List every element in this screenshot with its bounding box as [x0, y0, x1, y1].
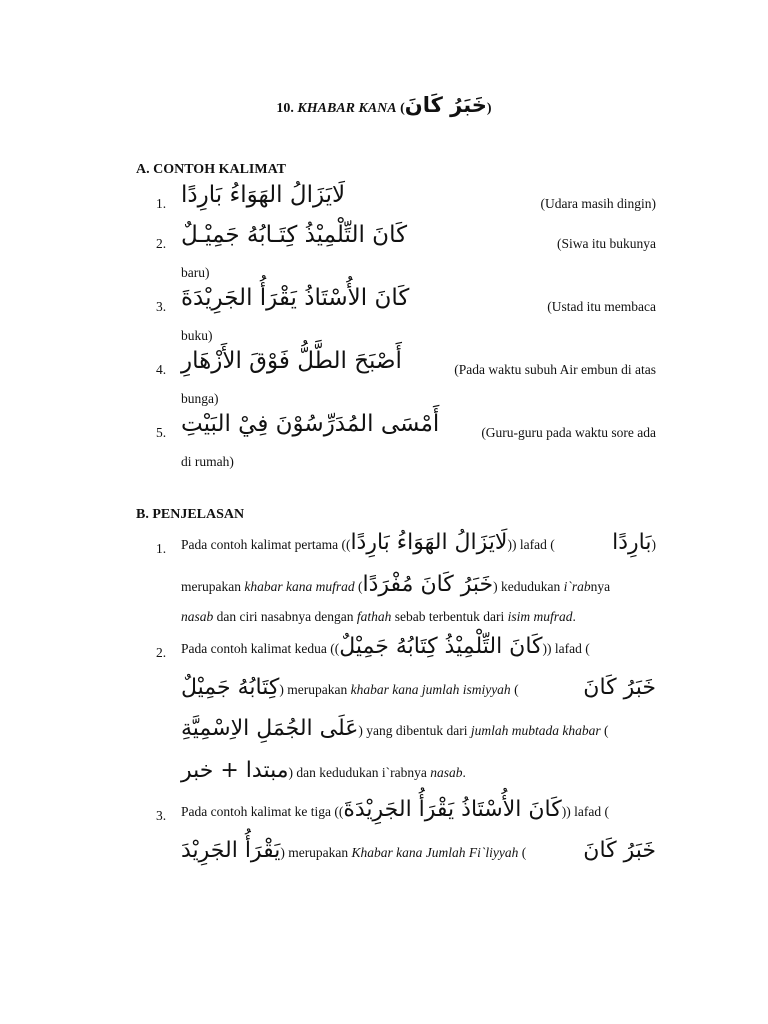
title-paren-close: ) — [486, 101, 492, 116]
title-number: 10. — [276, 101, 294, 116]
example-translation-cont: bunga) — [181, 391, 219, 406]
example-number: 2. — [156, 236, 167, 251]
example-translation: (Ustad itu membaca — [547, 299, 656, 314]
example-number: 5. — [156, 425, 167, 440]
explanation-3-line-2: يَقْرَأُ الجَرِيْدَ) merupakan Khabar kana Jumlah Fi`liyyah ( خَبَرُ كَانَ — [181, 838, 656, 863]
explanation-number-1: 1. — [156, 541, 167, 556]
explanation-2-line-4: مبتدا + خبر) dan kedudukan i`rabnya nasab. — [181, 758, 466, 783]
explanation-2-line-3: عَلَى الجُمَلِ الاِسْمِيَّةِ) yang dibentuk dari jumlah mubtada khabar ( — [181, 716, 609, 741]
example-translation: (Guru-guru pada waktu sore ada — [481, 425, 656, 440]
example-arabic: كَانَ التِّلْمِيْذُ كِتَـابُهُ جَمِيْـلٌ — [181, 222, 408, 248]
title-latin: KHABAR KANA — [297, 101, 397, 116]
example-translation: (Siwa itu bukunya — [557, 236, 656, 251]
example-translation-cont: buku) — [181, 328, 213, 343]
explanation-1-line-2: merupakan khabar kana mufrad (خَبَرُ كَانَ مُفْرَدًا) kedudukan i`rabnya — [181, 572, 611, 597]
explanation-number-2: 2. — [156, 645, 167, 660]
explanation-2-line-1: Pada contoh kalimat kedua ((كَانَ التِّلْمِيْذُ كِتَابُهُ جَمِيْلٌ)) lafad ( — [181, 634, 590, 659]
explanation-3-line-1: Pada contoh kalimat ke tiga ((كَانَ الأُسْتَاذُ يَقْرَأُ الجَرِيْدَةَ)) lafad ( — [181, 797, 609, 822]
example-arabic: أَمْسَى المُدَرِّسُوْنَ فِيْ البَيْتِ — [181, 411, 440, 437]
example-number: 1. — [156, 196, 167, 211]
explanation-number-3: 3. — [156, 808, 167, 823]
example-number: 4. — [156, 362, 167, 377]
section-a-heading: A. CONTOH KALIMAT — [136, 162, 286, 177]
title-paren-open: ( — [400, 101, 405, 116]
example-arabic: أَصْبَحَ الطَّلُّ فَوْقَ الأَزْهَارِ — [181, 348, 402, 374]
example-translation: (Pada waktu subuh Air embun di atas — [454, 362, 656, 377]
section-b-heading: B. PENJELASAN — [136, 507, 245, 522]
example-translation: (Udara masih dingin) — [540, 196, 656, 211]
example-number: 3. — [156, 299, 167, 314]
explanation-2-line-2: كِتَابُهُ جَمِيْلٌ) merupakan khabar kana jumlah ismiyyah ( خَبَرُ كَانَ — [181, 675, 656, 700]
example-arabic: كَانَ الأُسْتَاذُ يَقْرَأُ الجَرِيْدَةَ — [181, 285, 410, 311]
explanation-1-line-3: nasab dan ciri nasabnya dengan fathah sebab terbentuk dari isim mufrad. — [181, 609, 576, 624]
page-title — [0, 93, 768, 117]
example-arabic: لَايَزَالُ الهَوَاءُ بَارِدًا — [181, 182, 346, 208]
example-translation-cont: baru) — [181, 265, 210, 280]
explanation-1-line-1: Pada contoh kalimat pertama ((لَايَزَالُ الهَوَاءُ بَارِدًا)) lafad ( بَارِدًا) — [181, 530, 656, 555]
example-translation-cont: di rumah) — [181, 454, 234, 469]
title-arabic: خَبَرُ كَانَ — [404, 93, 487, 117]
